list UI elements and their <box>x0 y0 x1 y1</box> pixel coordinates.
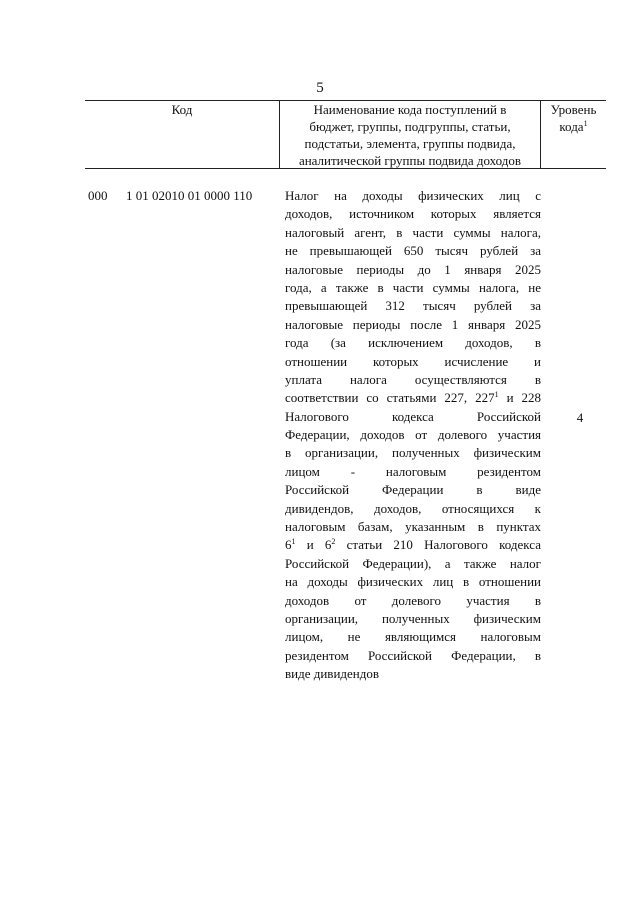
description-text: налоговым базам, указанным в пунктах <box>285 519 541 535</box>
description-text: 6 <box>285 537 292 553</box>
header-name-line: подстатьи, элемента, группы подвида, <box>304 136 516 151</box>
description-line <box>285 500 541 518</box>
description-line <box>285 224 541 242</box>
header-level-label-2 <box>541 118 606 135</box>
description-text: не превышающей 650 тысяч рублей за <box>285 243 541 259</box>
description-line <box>285 518 541 536</box>
description-line <box>285 536 541 554</box>
description-line <box>285 334 541 352</box>
description-text: на доходы физических лиц в отношении <box>285 574 541 590</box>
description-text: и 6 <box>295 537 332 553</box>
superscript: 2 <box>331 537 336 547</box>
description-line <box>285 592 541 610</box>
header-name-line: бюджет, группы, подгруппы, статьи, <box>309 119 511 134</box>
description-text: и 228 <box>498 390 541 406</box>
header-level-word: кода <box>559 119 584 134</box>
header-code-label: Код <box>171 102 193 117</box>
description-line <box>285 389 541 407</box>
revenue-code: 1 01 02010 01 0000 110 <box>126 188 253 203</box>
description-line <box>285 353 541 371</box>
description-line <box>285 261 541 279</box>
description-line <box>285 187 541 205</box>
superscript: 1 <box>291 537 296 547</box>
description-line <box>285 444 541 462</box>
admin-code: 000 <box>88 188 108 203</box>
header-level-label: Уровень <box>550 102 597 117</box>
description-line <box>285 408 541 426</box>
description-text: года (за исключением доходов, в <box>285 335 541 351</box>
header-name-cell <box>279 101 541 168</box>
description-line <box>285 205 541 223</box>
description-text: налоговые периоды после 1 января 2025 <box>285 316 541 332</box>
superscript: 1 <box>494 390 499 400</box>
header-name-line: аналитической группы подвида доходов <box>298 153 522 168</box>
description-text: Федерации, доходов от долевого участия <box>285 427 541 443</box>
description-text: Налог на доходы физических лиц с <box>285 188 541 203</box>
description-line <box>285 279 541 297</box>
description-line <box>285 573 541 591</box>
description-line <box>285 463 541 481</box>
description-text: резидентом Российской Федерации, в <box>285 647 541 663</box>
description-text: соответствии со статьями 227, 227 <box>285 390 495 406</box>
description-text: Российской Федерации), а также налог <box>285 555 541 571</box>
description-line <box>285 610 541 628</box>
description-text: статьи 210 Налогового кодекса <box>335 537 541 553</box>
header-code-cell <box>85 101 279 168</box>
description-text: организации, полученных физическим <box>285 610 541 626</box>
description-text: Российской Федерации в виде <box>285 482 541 498</box>
description-line <box>285 555 541 573</box>
revenue-code-description <box>285 187 541 684</box>
description-line <box>285 665 541 683</box>
description-text: налоговый агент, в части суммы налога, <box>285 224 541 240</box>
description-line <box>285 481 541 499</box>
description-text: в организации, полученных физическим <box>285 445 541 461</box>
header-name-line: Наименование кода поступлений в <box>313 102 507 117</box>
description-text: дивидендов, доходов, относящихся к <box>285 500 541 516</box>
description-line <box>285 242 541 260</box>
description-line <box>285 316 541 334</box>
description-line <box>285 628 541 646</box>
description-text: отношении которых исчисление и <box>285 353 541 369</box>
description-text: уплата налога осуществляются в <box>285 371 541 387</box>
description-text: виде дивидендов <box>285 666 379 682</box>
description-line <box>285 647 541 665</box>
description-text: года, а также в части суммы налога, не <box>285 279 541 295</box>
description-text: доходов от долевого участия в <box>285 592 541 608</box>
description-line <box>285 371 541 389</box>
code-level: 4 <box>576 410 584 425</box>
description-line <box>285 426 541 444</box>
page-number: 5 <box>316 80 324 96</box>
description-text: доходов, источником которых является <box>285 206 541 222</box>
description-text: лицом, не являющимся налоговым <box>285 629 541 645</box>
description-text: Налогового кодекса Российской <box>285 408 541 424</box>
description-text: превышающей 312 тысяч рублей за <box>285 298 541 314</box>
footnote-marker: 1 <box>583 119 588 128</box>
table-header <box>85 100 606 169</box>
description-text: налоговые периоды до 1 января 2025 <box>285 261 541 277</box>
description-text: лицом - налоговым резидентом <box>285 463 541 479</box>
header-level-cell <box>541 101 606 168</box>
description-line <box>285 297 541 315</box>
